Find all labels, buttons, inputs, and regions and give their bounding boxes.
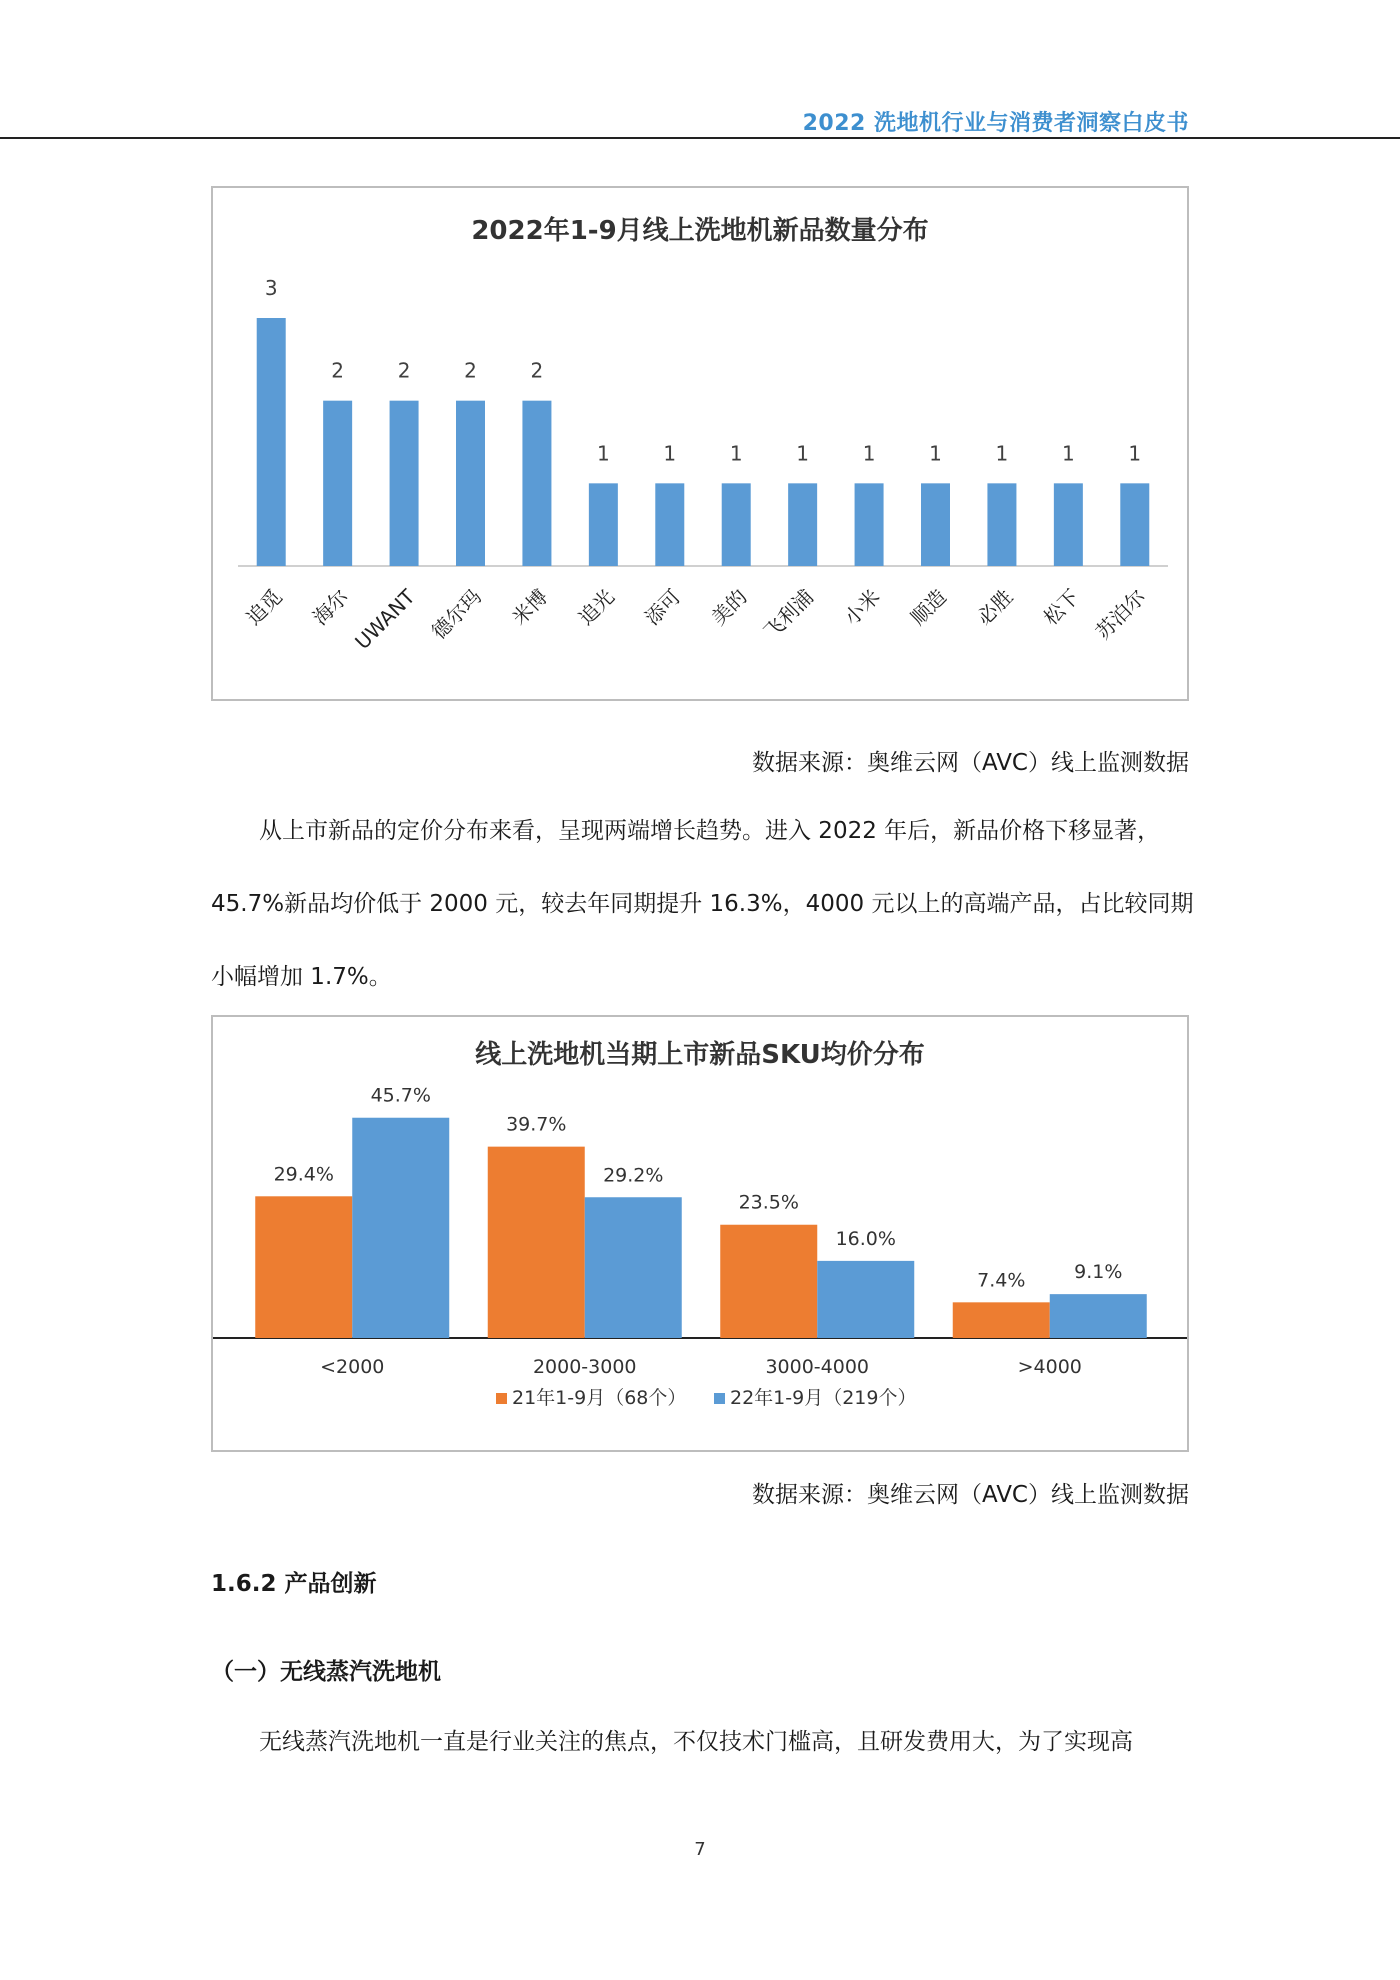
x-tick-label: 松下 bbox=[1038, 584, 1084, 630]
bar-data-label: 1 bbox=[796, 441, 810, 466]
bar bbox=[855, 483, 884, 566]
x-tick-label: 3000-4000 bbox=[765, 1356, 870, 1378]
bar bbox=[522, 401, 551, 566]
legend-swatch bbox=[496, 1393, 507, 1404]
bar-data-label: 2 bbox=[331, 358, 345, 383]
bar bbox=[953, 1302, 1050, 1338]
bar-data-label: 9.1% bbox=[1074, 1261, 1123, 1284]
chart2-source: 数据来源：奥维云网（AVC）线上监测数据 bbox=[751, 1482, 1189, 1508]
chart1-source: 数据来源：奥维云网（AVC）线上监测数据 bbox=[751, 750, 1189, 776]
bar-data-label: 1 bbox=[1128, 441, 1142, 466]
bar bbox=[921, 483, 950, 566]
bar bbox=[655, 483, 684, 566]
paragraph-line: 无线蒸汽洗地机一直是行业关注的焦点，不仅技术门槛高，且研发费用大，为了实现高 bbox=[259, 1729, 1133, 1755]
bar-data-label: 7.4% bbox=[977, 1269, 1026, 1292]
bar bbox=[817, 1261, 914, 1338]
x-tick-label: 米博 bbox=[507, 584, 553, 630]
legend-swatch bbox=[714, 1393, 725, 1404]
x-tick-label: <2000 bbox=[320, 1356, 385, 1378]
legend-label: 22年1-9月（219个） bbox=[730, 1387, 917, 1409]
x-tick-label: 小米 bbox=[839, 584, 885, 630]
x-tick-label: UWANT bbox=[350, 584, 420, 654]
bar-data-label: 23.5% bbox=[738, 1191, 799, 1214]
page-number: 7 bbox=[694, 1839, 706, 1860]
bar-data-label: 1 bbox=[596, 441, 610, 466]
bar bbox=[257, 318, 286, 566]
bar-data-label: 29.4% bbox=[273, 1163, 334, 1186]
bar bbox=[1054, 483, 1083, 566]
bar bbox=[323, 401, 352, 566]
paragraph-price-distribution bbox=[211, 795, 1194, 1014]
chart-title: 2022年1-9月线上洗地机新品数量分布 bbox=[471, 216, 929, 246]
chart-sku-price-distribution bbox=[211, 1015, 1189, 1452]
bar bbox=[788, 483, 817, 566]
bar bbox=[1120, 483, 1149, 566]
x-tick-label: 德尔玛 bbox=[426, 584, 487, 644]
bar-data-label: 2 bbox=[464, 358, 477, 383]
bar bbox=[589, 483, 618, 566]
section-heading-product-innovation: 1.6.2 产品创新 bbox=[211, 1571, 377, 1597]
bar bbox=[255, 1196, 352, 1338]
x-tick-label: 追光 bbox=[573, 584, 619, 630]
bar bbox=[585, 1197, 682, 1338]
chart-new-product-count-svg bbox=[213, 188, 1187, 699]
bar-data-label: 1 bbox=[929, 441, 942, 466]
bar bbox=[722, 483, 751, 566]
bar bbox=[987, 483, 1016, 566]
x-tick-label: 追觅 bbox=[241, 584, 287, 630]
bar bbox=[456, 401, 485, 566]
x-tick-label: 飞利浦 bbox=[758, 584, 819, 644]
chart-new-product-count bbox=[211, 186, 1189, 701]
bar-data-label: 1 bbox=[995, 441, 1009, 466]
bar-data-label: 45.7% bbox=[370, 1084, 431, 1107]
bar bbox=[352, 1118, 449, 1338]
bar-data-label: 2 bbox=[397, 358, 411, 383]
bar-data-label: 2 bbox=[530, 358, 544, 383]
x-tick-label: 必胜 bbox=[972, 584, 1018, 630]
x-tick-label: 海尔 bbox=[307, 584, 354, 630]
paragraph-line: 小幅增加 1.7%。 bbox=[211, 964, 392, 990]
bar bbox=[488, 1147, 585, 1338]
legend-label: 21年1-9月（68个） bbox=[512, 1387, 687, 1409]
bar-data-label: 3 bbox=[264, 276, 278, 300]
x-tick-label: 苏泊尔 bbox=[1090, 584, 1151, 644]
bar bbox=[390, 401, 419, 566]
chart-sku-price-distribution-svg bbox=[213, 1017, 1187, 1450]
subsection-heading-wireless-steam: （一）无线蒸汽洗地机 bbox=[211, 1659, 441, 1685]
x-tick-label: >4000 bbox=[1017, 1356, 1082, 1378]
x-tick-label: 2000-3000 bbox=[532, 1356, 637, 1378]
x-tick-label: 顺造 bbox=[905, 584, 952, 630]
bar bbox=[720, 1225, 817, 1338]
bar-data-label: 1 bbox=[1061, 441, 1075, 466]
bar-data-label: 16.0% bbox=[835, 1227, 896, 1250]
x-tick-label: 美的 bbox=[706, 584, 752, 630]
header-title: 2022 洗地机行业与消费者洞察白皮书 bbox=[802, 111, 1189, 136]
bar bbox=[1050, 1294, 1147, 1338]
paragraph-line: 从上市新品的定价分布来看，呈现两端增长趋势。进入 2022 年后，新品价格下移显著， bbox=[259, 818, 1161, 844]
bar-data-label: 29.2% bbox=[603, 1164, 664, 1187]
header-divider bbox=[0, 137, 1400, 139]
chart-title: 线上洗地机当期上市新品SKU均价分布 bbox=[475, 1040, 925, 1070]
paragraph-line: 45.7%新品均价低于 2000 元，较去年同期提升 16.3%，4000 元以上的高端产品，占比较同期 bbox=[211, 891, 1194, 917]
x-tick-label: 添可 bbox=[640, 584, 686, 630]
bar-data-label: 1 bbox=[862, 441, 876, 466]
bar-data-label: 1 bbox=[663, 441, 677, 466]
bar-data-label: 39.7% bbox=[506, 1113, 567, 1136]
paragraph-wireless-steam bbox=[211, 1706, 1189, 1779]
bar-data-label: 1 bbox=[729, 441, 743, 466]
